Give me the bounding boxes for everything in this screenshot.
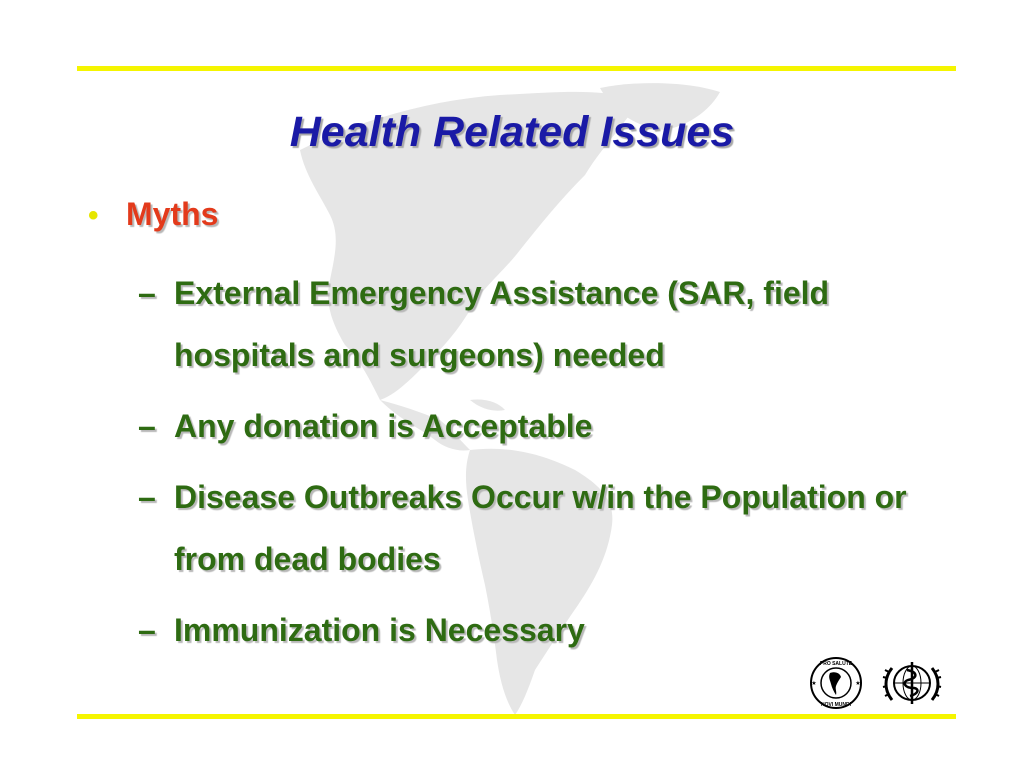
dash-marker: – [138,612,156,648]
bottom-rule [77,714,956,719]
paho-seal-icon [806,656,866,710]
sub-bullet-text: Any donation is Acceptable [174,408,593,444]
logos [806,656,946,710]
svg-text:★: ★ [855,681,861,687]
svg-text:PRO SALUTE: PRO SALUTE [819,661,853,667]
who-emblem-icon [880,656,944,710]
dash-marker: – [138,275,156,311]
bullet-myths [88,196,218,233]
sub-bullet-text: Immunization is Necessary [174,612,585,648]
dash-marker: – [138,408,156,444]
svg-text:NOVI MUNDI: NOVI MUNDI [821,702,851,708]
sub-bullet-item [138,395,938,457]
sub-bullet-text: External Emergency Assistance (SAR, field hospitals and surgeons) needed [174,275,830,373]
slide-title: Health Related Issues [289,108,735,156]
sub-bullet-text: Disease Outbreaks Occur w/in the Population or from dead bodies [174,479,907,577]
bullet-marker: • [88,199,99,232]
bullet-label: Myths [126,196,219,232]
svg-text:★: ★ [811,681,817,687]
sub-bullet-list [138,262,938,670]
sub-bullet-item [138,466,938,590]
sub-bullet-item [138,599,938,661]
sub-bullet-item [138,262,938,386]
dash-marker: – [138,479,156,515]
